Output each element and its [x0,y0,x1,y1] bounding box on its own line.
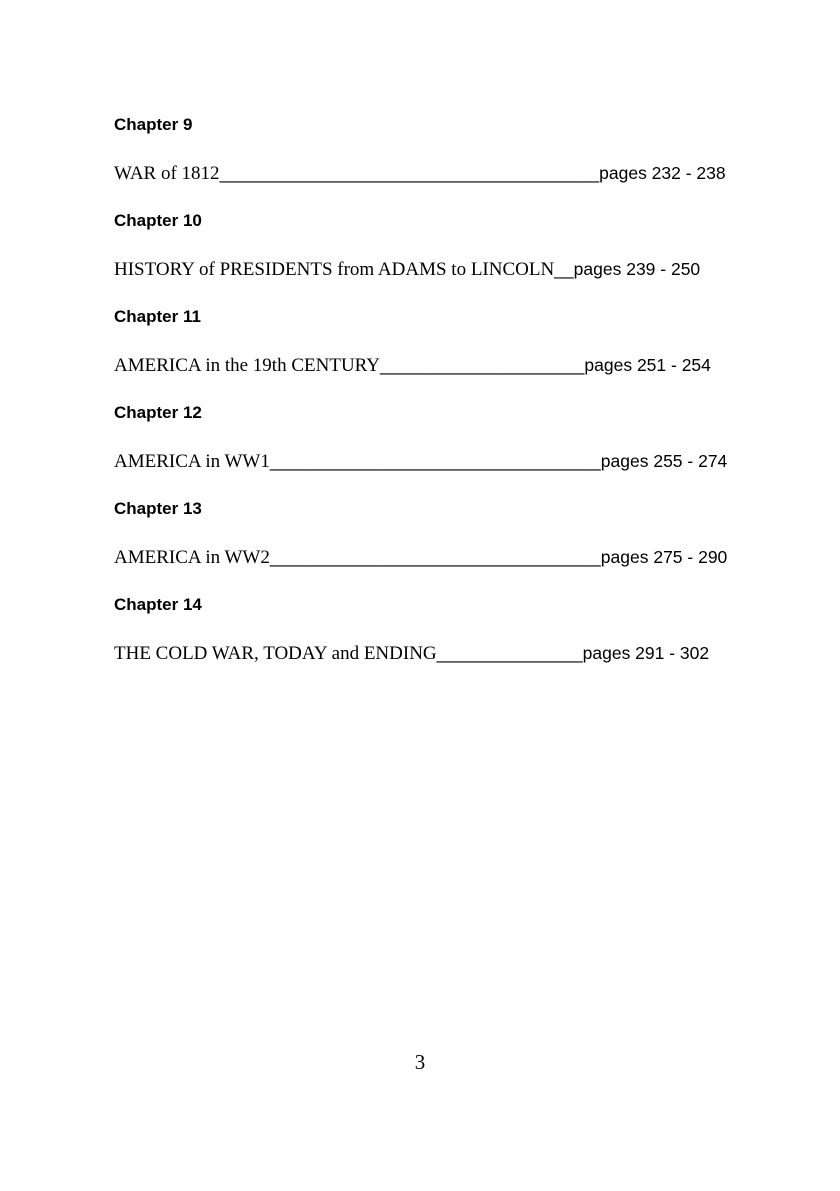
entry-pages: pages 251 - 254 [584,355,711,375]
toc-chapter-14 [114,592,734,688]
toc-entry [114,352,734,400]
toc-entry [114,160,734,208]
chapter-heading: Chapter 9 [114,115,193,134]
chapter-heading: Chapter 12 [114,403,202,422]
entry-title: THE COLD WAR, TODAY and ENDING [114,643,437,664]
entry-leader: __ [554,259,574,279]
table-of-contents [114,112,734,688]
entry-title: AMERICA in WW1 [114,451,270,472]
toc-chapter-12 [114,400,734,496]
toc-entry [114,448,734,496]
entry-pages: pages 255 - 274 [600,451,728,471]
entry-leader: _____________________ [380,355,585,375]
toc-entry [114,544,734,592]
entry-leader: __________________________________ [269,451,601,471]
entry-title: AMERICA in WW2 [114,547,270,568]
entry-title: WAR of 1812 [114,163,220,184]
chapter-heading: Chapter 10 [114,211,202,230]
entry-pages: pages 239 - 250 [573,259,701,279]
entry-leader: __________________________________ [269,547,601,567]
toc-chapter-9 [114,112,734,208]
toc-chapter-10 [114,208,734,304]
toc-entry [114,640,734,688]
chapter-heading: Chapter 14 [114,595,202,614]
toc-entry [114,256,734,304]
entry-pages: pages 291 - 302 [582,643,710,663]
entry-title: AMERICA in the 19th CENTURY [114,355,381,376]
entry-leader: _______________________________________ [219,163,600,183]
entry-pages: pages 275 - 290 [600,547,728,567]
entry-leader: _______________ [436,643,583,663]
chapter-heading: Chapter 13 [114,499,202,518]
toc-chapter-13 [114,496,734,592]
entry-pages: pages 232 - 238 [599,163,726,183]
chapter-heading: Chapter 11 [114,307,201,326]
entry-title: HISTORY of PRESIDENTS from ADAMS to LINCOLN [114,259,555,280]
toc-chapter-11 [114,304,734,400]
page-number: 3 [414,1050,426,1074]
